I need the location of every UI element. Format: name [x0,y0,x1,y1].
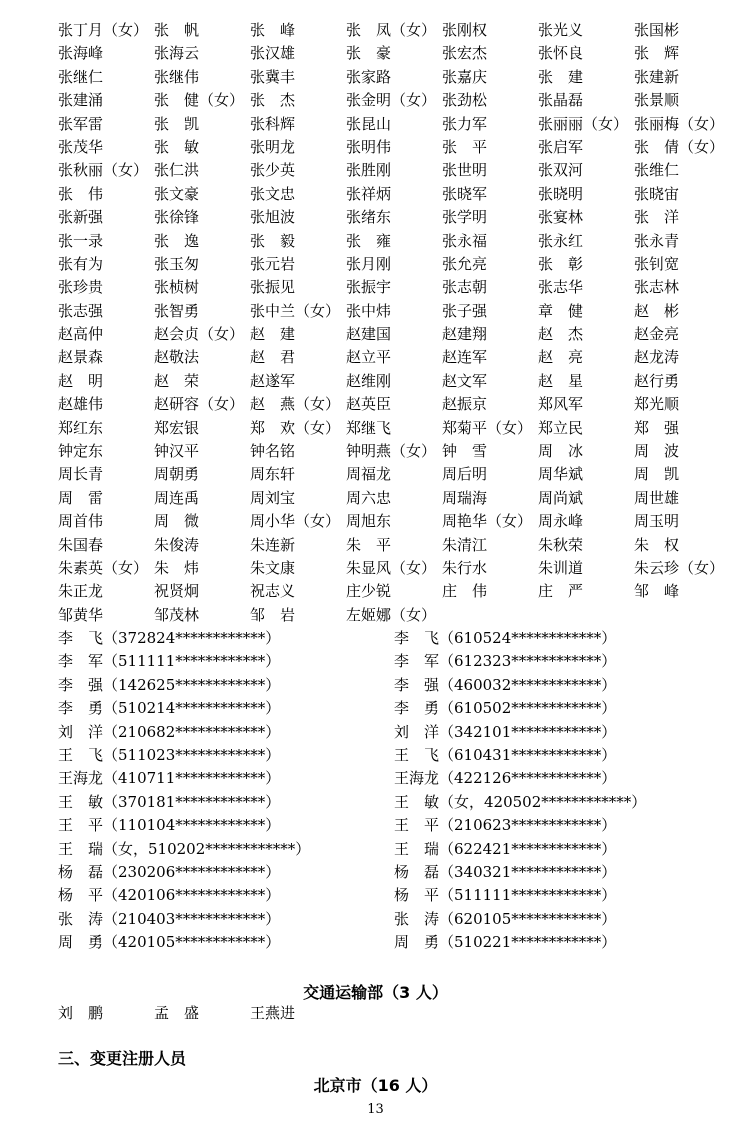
name-entry: 赵雄伟 [58,395,104,414]
name-entry: 赵敬法 [154,348,200,367]
name-entry: 赵 明 [58,371,104,390]
name-entry: 钟汉平 [154,442,200,461]
name-entry: 周 雷 [58,488,104,507]
name-entry: 邹 岩 [250,605,296,624]
name-entry: 张 倩（女） [634,137,725,156]
id-row [58,791,738,814]
name-entry: 周世雄 [634,488,680,507]
name-entry: 赵研容（女） [154,395,245,414]
name-entry: 张启军 [538,137,584,156]
id-row [58,838,738,861]
name-entry: 张继仁 [58,67,104,86]
id-row [58,674,738,697]
name-entry: 张嘉庆 [442,67,488,86]
name-entry: 周玉明 [634,512,680,531]
name-entry: 赵建翔 [442,325,488,344]
name-entry: 朱清江 [442,535,488,554]
name-row [58,276,748,299]
name-row [58,206,748,229]
name-entry: 张中炜 [346,301,392,320]
name-entry: 邹茂林 [154,605,200,624]
id-entry: 王 瑞（女，510202************） [58,839,311,858]
name-entry: 郑光顺 [634,395,680,414]
id-row [58,627,738,650]
name-entry: 张力军 [442,114,488,133]
name-entry: 赵维刚 [346,371,392,390]
id-entry: 李 飞（372824************） [58,629,281,647]
name-entry: 庄少锐 [346,582,392,601]
name-entry: 张振宇 [346,278,392,297]
name-row [58,346,748,369]
name-entry: 赵景森 [58,348,104,367]
name-entry: 赵行勇 [634,371,680,390]
id-entry: 李 军（612323************） [394,652,617,671]
name-row [58,417,748,440]
id-entry: 杨 磊（340321************） [394,862,617,881]
name-entry: 张刚权 [442,21,488,39]
name-entry: 张绪东 [346,208,392,227]
id-entry: 王 飞（511023************） [58,745,281,764]
page-number: 13 [367,1102,384,1117]
name-entry: 周旭东 [346,512,392,531]
name-entry: 赵振京 [442,395,488,414]
name-entry: 朱 权 [634,535,680,554]
name-entry: 张桢树 [154,278,200,297]
ministry-person: 王燕进 [250,1004,296,1022]
name-entry: 周 波 [634,442,680,461]
name-entry: 朱秋荣 [538,535,584,554]
name-entry: 赵 荣 [154,371,200,390]
name-entry: 张丁月（女） [58,21,149,39]
name-entry: 张智勇 [154,301,200,320]
name-entry: 张冀丰 [250,67,296,86]
name-entry [538,604,634,627]
name-entry: 钟明燕（女） [346,442,437,461]
name-entry: 张科辉 [250,114,296,133]
id-row [58,767,738,790]
name-entry: 赵 建 [250,325,296,344]
name-entry: 赵高仲 [58,325,104,344]
name-entry: 张子强 [442,301,488,320]
name-row [58,440,748,463]
name-entry: 张允亮 [442,254,488,273]
name-entry: 朱俊涛 [154,535,200,554]
name-entry: 周 凯 [634,465,680,484]
ministry-heading: 交通运输部（3 人） [303,983,448,1002]
name-entry: 张永青 [634,231,680,250]
name-entry: 张双河 [538,161,584,180]
name-entry: 张金明（女） [346,91,437,110]
id-entry: 杨 平（511111************） [394,886,617,905]
name-entry: 张 豪 [346,44,392,63]
id-entry: 刘 洋（342101************） [394,722,617,741]
name-entry: 张 杰 [250,91,296,110]
name-entry: 郑继飞 [346,418,392,437]
id-entry: 周 勇（510221************） [394,933,617,952]
name-entry: 张维仁 [634,161,680,180]
section-title: 三、变更注册人员 [58,1049,187,1068]
name-entry: 张仁洪 [154,161,200,180]
name-entry: 张 毅 [250,231,296,250]
id-row [58,650,738,673]
name-entry: 赵遂军 [250,371,296,390]
name-entry: 张 平 [442,137,488,156]
name-entry: 张晓宙 [634,184,680,203]
name-entry: 张钊宽 [634,254,680,273]
name-entry: 周首伟 [58,512,104,531]
id-entry: 王 平（210623************） [394,816,617,835]
name-entry: 朱文康 [250,558,296,577]
name-entry: 张宴林 [538,208,584,227]
name-entry: 张 辉 [634,44,680,63]
name-entry: 郑菊平（女） [442,418,533,437]
name-entry: 张 凤（女） [346,21,437,39]
id-entry: 刘 洋（210682************） [58,722,281,741]
name-row [58,510,748,533]
ministry-people [58,1002,346,1025]
name-entry: 张昆山 [346,114,392,133]
name-row [58,393,748,416]
name-entry: 朱国春 [58,535,104,554]
name-entry: 左姬娜（女） [346,605,437,624]
id-row [58,884,738,907]
name-entry: 张志华 [538,278,584,297]
name-row [58,487,748,510]
id-entry: 李 军（511111************） [58,652,281,671]
name-row [58,136,748,159]
name-row [58,534,748,557]
name-entry: 张玉匆 [154,254,200,273]
name-row [58,300,748,323]
name-entry: 张文豪 [154,184,200,203]
name-entry: 赵 亮 [538,348,584,367]
name-entry: 钟名铭 [250,442,296,461]
name-entry: 张建涌 [58,91,104,110]
id-row [58,697,738,720]
name-entry: 朱行水 [442,558,488,577]
name-row [58,66,748,89]
name-entry: 张国彬 [634,21,680,39]
name-row [58,159,748,182]
id-row [58,744,738,767]
id-entry: 李 强（460032************） [394,675,617,694]
name-entry: 钟定东 [58,442,104,461]
name-entry: 张军雷 [58,114,104,133]
name-entry: 周长青 [58,465,104,484]
name-entry: 祝贤炯 [154,582,200,601]
name-entry: 张珍贵 [58,278,104,297]
name-entry: 张少英 [250,161,296,180]
name-entry: 赵金亮 [634,325,680,344]
id-entry: 王 敏（370181************） [58,792,281,811]
name-grid [58,19,748,627]
name-entry [634,604,748,627]
name-entry: 周东轩 [250,465,296,484]
name-entry: 张建新 [634,67,680,86]
name-entry [442,604,538,627]
name-entry: 张丽丽（女） [538,114,629,133]
id-entry: 王 飞（610431************） [394,745,617,764]
name-entry: 赵 君 [250,348,296,367]
name-row [58,19,748,42]
name-entry: 张海云 [154,44,200,63]
id-row [58,861,738,884]
name-entry: 朱素英（女） [58,558,149,577]
name-entry: 张中兰（女） [250,301,341,320]
name-entry: 张汉雄 [250,44,296,63]
name-entry: 周六忠 [346,488,392,507]
id-entry: 王 平（110104************） [58,816,281,835]
name-entry: 张晶磊 [538,91,584,110]
name-entry: 张 凯 [154,114,200,133]
name-row [58,323,748,346]
name-entry: 张文忠 [250,184,296,203]
name-entry: 张 健（女） [154,91,245,110]
name-entry: 张 雍 [346,231,392,250]
name-entry: 赵 星 [538,371,584,390]
name-entry: 张家路 [346,67,392,86]
name-entry: 张怀良 [538,44,584,63]
name-entry: 张晓明 [538,184,584,203]
name-entry: 周刘宝 [250,488,296,507]
name-entry: 张永红 [538,231,584,250]
name-entry: 庄 严 [538,582,584,601]
name-entry: 赵龙涛 [634,348,680,367]
name-entry: 朱云珍（女） [634,558,725,577]
name-entry: 张永福 [442,231,488,250]
id-entry: 王 瑞（622421************） [394,839,617,858]
name-entry: 张 伟 [58,184,104,203]
name-entry: 张志朝 [442,278,488,297]
name-entry: 朱训道 [538,558,584,577]
name-entry: 周艳华（女） [442,512,533,531]
name-entry: 邹 峰 [634,582,680,601]
name-entry: 周瑞海 [442,488,488,507]
id-entry: 王海龙（422126************） [394,769,617,788]
name-entry: 邹黄华 [58,605,104,624]
ministry-person: 刘 鹏 [58,1004,104,1022]
name-entry: 朱 平 [346,535,392,554]
name-entry: 张志林 [634,278,680,297]
name-entry: 张志强 [58,301,104,320]
name-entry: 周后明 [442,465,488,484]
name-entry: 张光义 [538,21,584,39]
name-entry: 周朝勇 [154,465,200,484]
name-row [58,113,748,136]
name-entry: 张一录 [58,231,104,250]
name-entry: 周小华（女） [250,512,341,531]
id-entry: 王 敏（女，420502************） [394,792,647,811]
name-entry: 赵连军 [442,348,488,367]
name-entry: 张徐锋 [154,208,200,227]
name-entry: 赵会贞（女） [154,325,245,344]
name-row [58,580,748,603]
name-entry: 张明伟 [346,137,392,156]
name-entry: 周 微 [154,512,200,531]
id-row [58,814,738,837]
id-entry: 杨 平（420106************） [58,886,281,905]
id-entry: 李 强（142625************） [58,675,281,694]
name-entry: 周尚斌 [538,488,584,507]
name-entry: 张胜刚 [346,161,392,180]
id-entry: 张 涛（620105************） [394,909,617,928]
name-entry: 张 彰 [538,254,584,273]
name-entry: 张继伟 [154,67,200,86]
name-row [58,42,748,65]
name-row [58,230,748,253]
name-entry: 张海峰 [58,44,104,63]
name-entry: 张 建 [538,67,584,86]
name-row [58,183,748,206]
name-entry: 章 健 [538,301,584,320]
name-entry: 周华斌 [538,465,584,484]
name-row [58,604,748,627]
name-entry: 张旭波 [250,208,296,227]
name-entry: 张世明 [442,161,488,180]
name-entry: 郑立民 [538,418,584,437]
name-entry: 祝志义 [250,582,296,601]
name-entry: 赵立平 [346,348,392,367]
name-entry: 张新强 [58,208,104,227]
name-entry: 赵文军 [442,371,488,390]
name-row [58,463,748,486]
id-entry: 李 勇（610502************） [394,699,617,718]
id-entry: 王海龙（410711************） [58,769,281,788]
name-entry: 张有为 [58,254,104,273]
id-row [58,931,738,954]
id-row [58,721,738,744]
name-entry: 周福龙 [346,465,392,484]
name-entry: 庄 伟 [442,582,488,601]
name-entry: 周连禹 [154,488,200,507]
name-entry: 张秋丽（女） [58,161,149,180]
name-entry: 朱连新 [250,535,296,554]
name-entry: 朱 炜 [154,558,200,577]
name-entry: 朱显风（女） [346,558,437,577]
name-entry: 张学明 [442,208,488,227]
name-entry: 朱正龙 [58,582,104,601]
id-entry: 李 勇（510214************） [58,699,281,718]
name-entry: 赵 彬 [634,301,680,320]
name-entry: 郑风军 [538,395,584,414]
name-entry: 张茂华 [58,137,104,156]
name-entry: 张 帆 [154,21,200,39]
name-entry: 钟 雪 [442,442,488,461]
name-row [58,89,748,112]
id-entry: 周 勇（420105************） [58,933,281,952]
name-entry: 张明龙 [250,137,296,156]
name-entry: 张丽梅（女） [634,114,725,133]
name-entry: 赵英臣 [346,395,392,414]
name-row [58,370,748,393]
name-entry: 赵 杰 [538,325,584,344]
id-entry: 张 涛（210403************） [58,909,281,928]
name-entry: 张景顺 [634,91,680,110]
name-entry: 张祥炳 [346,184,392,203]
name-entry: 张劲松 [442,91,488,110]
name-entry: 郑红东 [58,418,104,437]
name-row [58,253,748,276]
name-entry: 周 冰 [538,442,584,461]
name-entry: 郑 欢（女） [250,418,341,437]
id-entry: 李 飞（610524************） [394,629,617,647]
name-entry: 张 洋 [634,208,680,227]
name-entry: 周永峰 [538,512,584,531]
name-row [58,557,748,580]
name-entry: 张 敏 [154,137,200,156]
id-row [58,908,738,931]
name-entry: 张宏杰 [442,44,488,63]
name-entry: 张振见 [250,278,296,297]
name-entry: 郑宏银 [154,418,200,437]
id-entry: 杨 磊（230206************） [58,862,281,881]
name-entry: 张晓军 [442,184,488,203]
beijing-heading: 北京市（16 人） [313,1076,438,1095]
name-entry: 赵建国 [346,325,392,344]
name-entry: 张月刚 [346,254,392,273]
id-list [58,627,738,954]
ministry-person: 孟 盛 [154,1004,200,1022]
name-entry: 张 逸 [154,231,200,250]
name-entry: 郑 强 [634,418,680,437]
name-entry: 张 峰 [250,21,296,39]
name-entry: 赵 燕（女） [250,395,341,414]
name-entry: 张元岩 [250,254,296,273]
